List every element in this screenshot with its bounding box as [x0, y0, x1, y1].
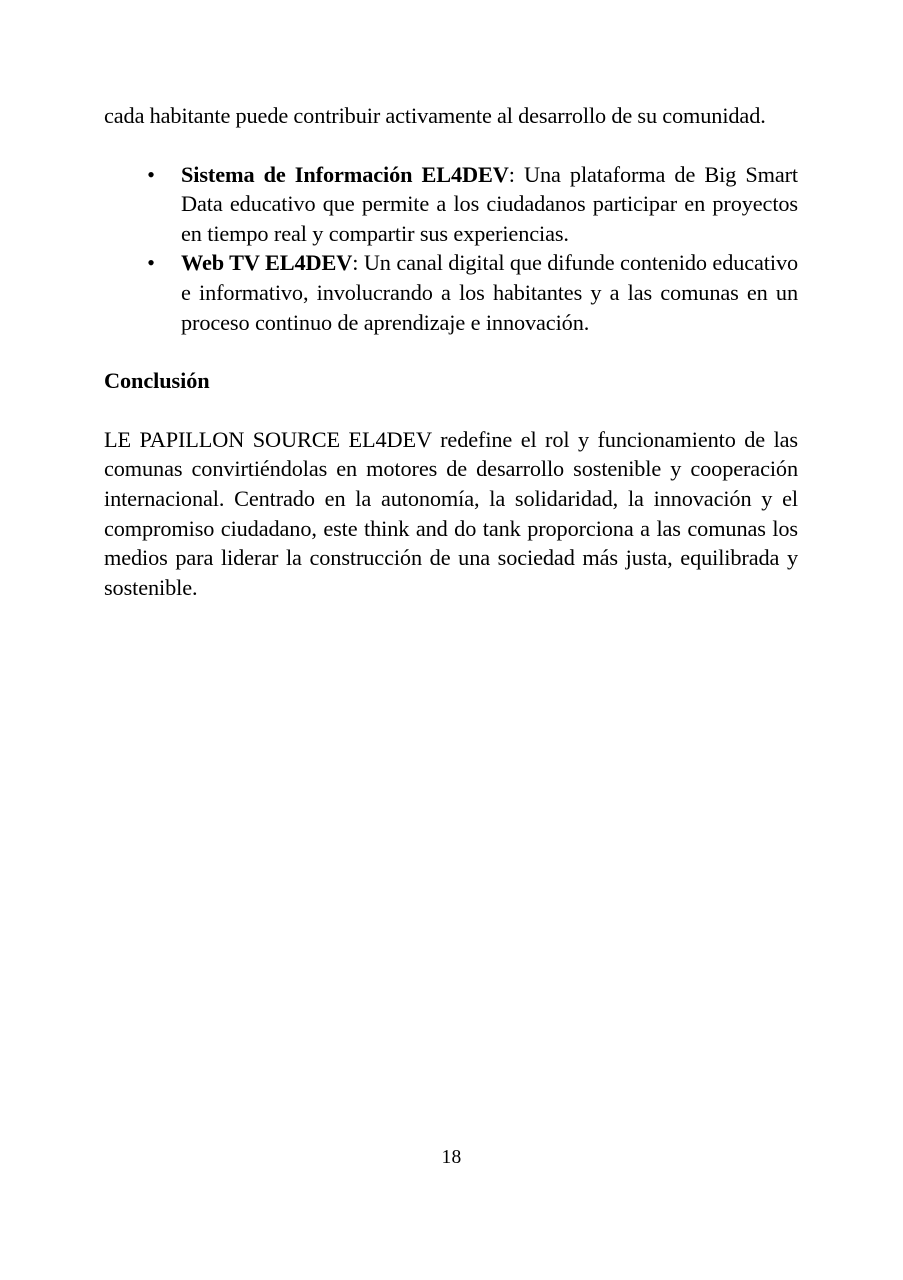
page-number: 18: [441, 1147, 462, 1168]
intro-paragraph: cada habitante puede contribuir activamente al desarrollo de su comunidad.: [104, 103, 766, 128]
list-item: [104, 248, 798, 337]
bullet-icon: •: [147, 250, 155, 276]
page-content: [104, 101, 798, 602]
list-item-separator: :: [352, 250, 364, 276]
list-item: [104, 160, 798, 249]
conclusion-paragraph: LE PAPILLON SOURCE EL4DEV redefine el rol y funcionamiento de las comunas convirtiéndolas en motores de desarrollo sostenible y cooperación internacional. Centrado en la autonomía, la solidaridad, la innovación y el compromiso ciudadano, este think and do tank proporciona a las comunas los medios para liderar la construcción de una sociedad más justa, equilibrada y sostenible.: [104, 426, 798, 600]
bullet-icon: •: [147, 161, 155, 187]
list-item-separator: :: [508, 161, 524, 187]
section-heading-conclusion: Conclusión: [104, 368, 210, 394]
list-item-text: Un canal digital que difunde contenido educativo e informativo, involucrando a los habitantes y a las comunas en un proceso continuo de aprendizaje e innovación.: [181, 250, 799, 335]
list-item-lead: Web TV EL4DEV: [181, 250, 353, 276]
list-item-text: Una plataforma de Big Smart Data educativo que permite a los ciudadanos participar en proyectos en tiempo real y compartir sus experiencias.: [181, 161, 799, 246]
list-item-lead: Sistema de Información EL4DEV: [181, 161, 509, 187]
feature-bullet-list: [104, 160, 798, 338]
